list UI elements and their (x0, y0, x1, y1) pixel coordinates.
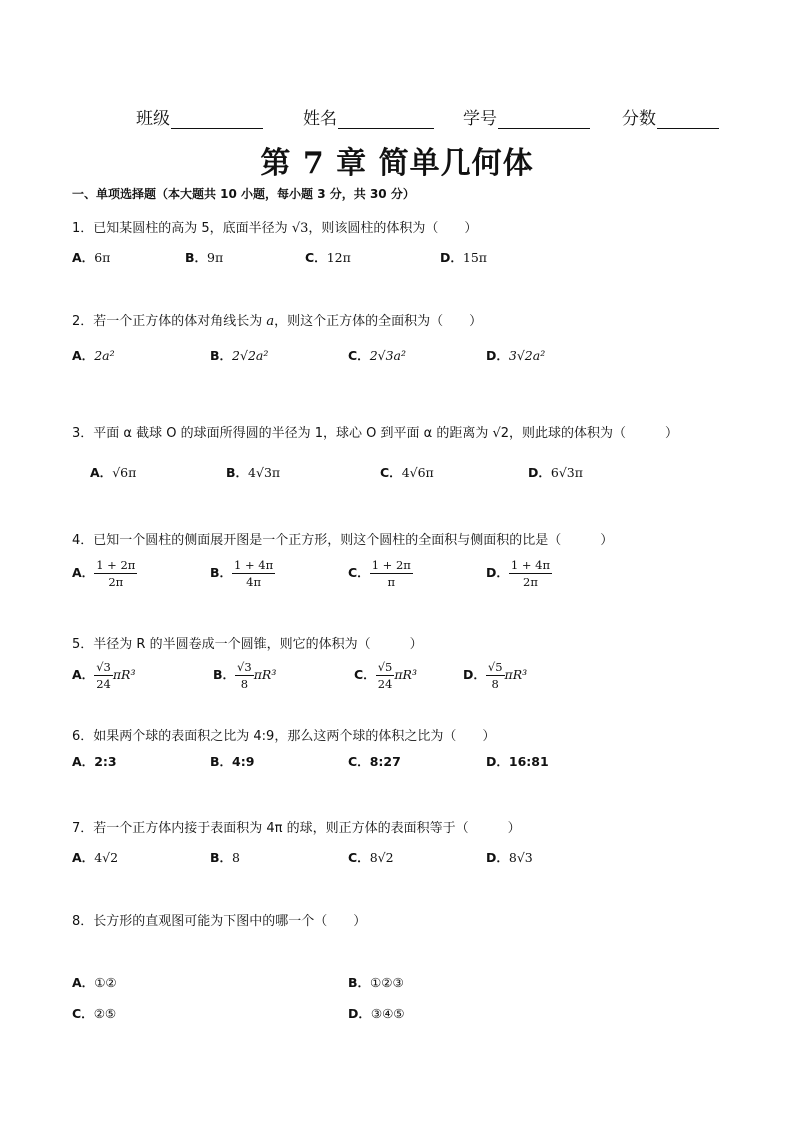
q8-option-a[interactable]: A．①② (72, 975, 117, 990)
score-label: 分数 (622, 109, 656, 129)
page-title: 第 7 章 简单几何体 (260, 146, 534, 181)
q1-option-a[interactable]: A．6π (72, 250, 111, 265)
q6-option-d[interactable]: D．16:81 (486, 754, 549, 769)
q1-option-c[interactable]: C．12π (305, 250, 351, 265)
class-label: 班级 (136, 109, 170, 129)
q6-option-c[interactable]: C．8:27 (348, 754, 401, 769)
question-3: 3．平面 α 截球 O 的球面所得圆的半径为 1，球心 O 到平面 α 的距离为 √2，则此球的体积为（ ） (72, 426, 679, 441)
class-blank[interactable] (171, 110, 263, 129)
name-blank[interactable] (338, 110, 434, 129)
question-2 (72, 310, 482, 329)
q4-option-c[interactable]: C． $\frac{1 + 2\pi}{\pi}$ (348, 558, 411, 589)
q8-option-c[interactable]: C．②⑤ (72, 1006, 117, 1021)
score-field[interactable] (622, 104, 719, 129)
question-2-text-end: ，则这个正方体的全面积为（ ） (274, 314, 483, 329)
q3-option-d[interactable]: D．6√3π (528, 465, 583, 480)
q5-option-b[interactable]: B． $\frac{√3}{8}$ πR³ (213, 660, 277, 691)
student-id-blank[interactable] (498, 110, 590, 129)
q2-option-b[interactable]: B．2√2a² (210, 348, 269, 363)
student-id-field[interactable] (463, 104, 590, 129)
question-5: 5．半径为 R 的半圆卷成一个圆锥，则它的体积为（ ） (72, 637, 423, 652)
q4-option-d[interactable]: D． $\frac{1 + 4\pi}{2\pi}$ (486, 558, 551, 589)
q1-option-b[interactable]: B．9π (185, 250, 224, 265)
question-7: 7．若一个正方体内接于表面积为 4π 的球，则正方体的表面积等于（ ） (72, 821, 521, 836)
student-info-row (0, 104, 794, 128)
question-4: 4．已知一个圆柱的侧面展开图是一个正方形，则这个圆柱的全面积与侧面积的比是（ ） (72, 533, 614, 548)
q3-option-c[interactable]: C．4√6π (380, 465, 434, 480)
q4-d-fraction: $\frac{1 + 4\pi}{2\pi}$ (510, 558, 551, 589)
class-field[interactable] (136, 104, 263, 129)
q4-a-fraction: $\frac{1 + 2\pi}{2\pi}$ (96, 558, 136, 589)
q5-c-fraction: $\frac{√5}{24}$ (377, 660, 393, 691)
q3-option-a[interactable]: A．√6π (90, 465, 137, 480)
section-heading: 一、单项选择题（本大题共 10 小题，每小题 3 分，共 30 分） (72, 187, 415, 201)
q2-option-c[interactable]: C．2√3a² (348, 348, 407, 363)
question-6: 6．如果两个球的表面积之比为 4:9，那么这两个球的体积之比为（ ） (72, 729, 496, 744)
q4-option-a[interactable]: A． $\frac{1 + 2\pi}{2\pi}$ (72, 558, 136, 589)
q4-b-fraction: $\frac{1 + 4\pi}{4\pi}$ (234, 558, 274, 589)
name-field[interactable] (303, 104, 434, 129)
q7-option-a[interactable]: A．4√2 (72, 850, 119, 865)
question-1-text: 1．已知某圆柱的高为 5，底面半径为 (72, 221, 292, 236)
q6-option-a[interactable]: A．2:3 (72, 754, 117, 769)
q7-option-d[interactable]: D．8√3 (486, 850, 533, 865)
q5-option-d[interactable]: D． $\frac{√5}{8}$ πR³ (463, 660, 528, 691)
q4-c-fraction: $\frac{1 + 2\pi}{\pi}$ (371, 558, 411, 589)
score-blank[interactable] (657, 110, 719, 129)
question-1 (72, 217, 477, 236)
q5-b-fraction: $\frac{√3}{8}$ (237, 660, 252, 691)
question-2-math: a (266, 314, 275, 329)
question-8: 8．长方形的直观图可能为下图中的哪一个（ ） (72, 914, 367, 929)
q5-option-a[interactable]: A． $\frac{√3}{24}$ πR³ (72, 660, 136, 691)
student-id-label: 学号 (463, 109, 497, 129)
name-label: 姓名 (303, 109, 337, 129)
q3-option-b[interactable]: B．4√3π (226, 465, 281, 480)
question-1-text-end: ，则该圆柱的体积为（ ） (308, 221, 478, 236)
q6-option-b[interactable]: B．4:9 (210, 754, 255, 769)
q7-option-c[interactable]: C．8√2 (348, 850, 394, 865)
q5-option-c[interactable]: C． $\frac{√5}{24}$ πR³ (354, 660, 417, 691)
question-1-math: √3 (291, 221, 309, 236)
q4-option-b[interactable]: B． $\frac{1 + 4\pi}{4\pi}$ (210, 558, 274, 589)
q8-option-d[interactable]: D．③④⑤ (348, 1006, 405, 1021)
q7-option-b[interactable]: B．8 (210, 850, 240, 865)
q2-option-d[interactable]: D．3√2a² (486, 348, 546, 363)
q1-option-d[interactable]: D．15π (440, 250, 488, 265)
q8-option-b[interactable]: B．①②③ (348, 975, 404, 990)
q5-a-fraction: $\frac{√3}{24}$ (96, 660, 111, 691)
q2-option-a[interactable]: A．2a² (72, 348, 115, 363)
q5-d-fraction: $\frac{√5}{8}$ (487, 660, 503, 691)
question-2-text: 2．若一个正方体的体对角线长为 (72, 314, 267, 329)
